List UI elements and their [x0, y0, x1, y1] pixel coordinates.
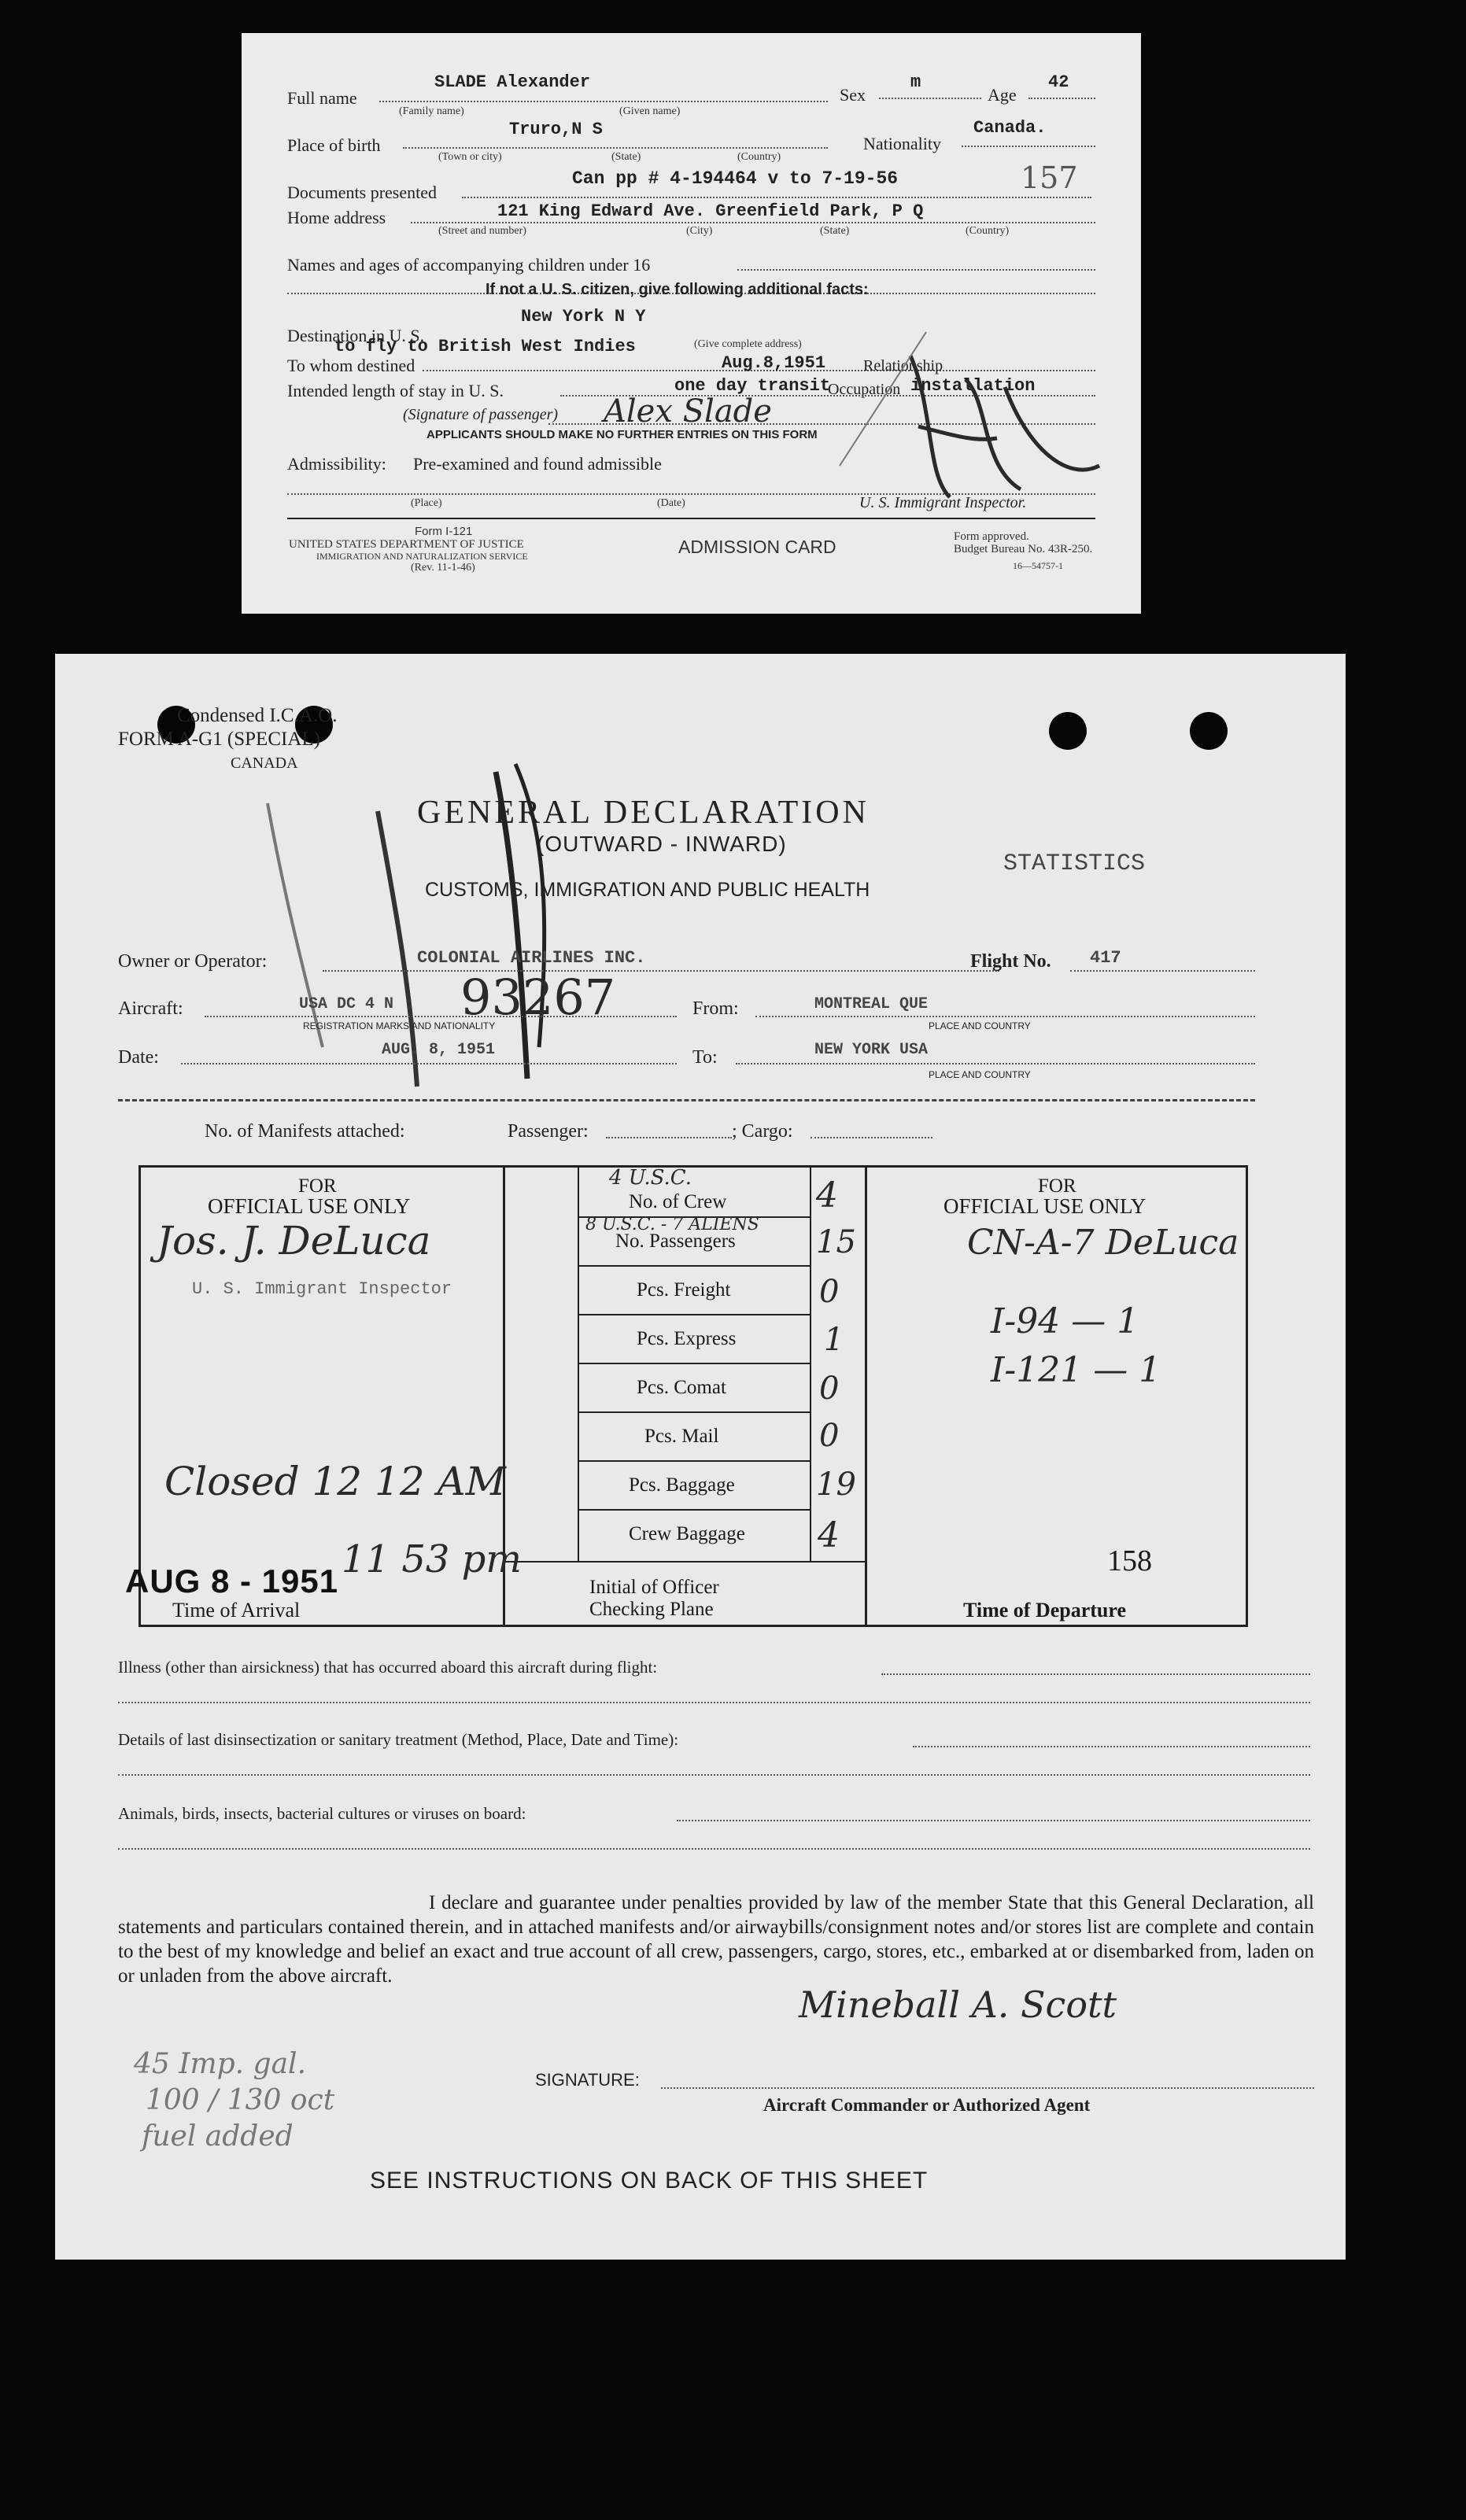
instructions: SEE INSTRUCTIONS ON BACK OF THIS SHEET	[370, 2168, 929, 2193]
family-name-caption: (Family name)	[399, 105, 464, 117]
documents-label: Documents presented	[287, 183, 437, 202]
date-value: AUG. 8, 1951	[382, 1041, 496, 1059]
disinsect-label: Details of last disinsectization or sanitary treatment (Method, Place, Date and Time):	[118, 1730, 679, 1749]
row-label-freight: Pcs. Freight	[637, 1279, 731, 1301]
place-country-caption-2: PLACE AND COUNTRY	[929, 1069, 1031, 1080]
punch-hole	[1049, 712, 1087, 750]
value-passengers: 15	[816, 1224, 856, 1260]
nationality-label: Nationality	[863, 134, 941, 153]
condensed-label: Condensed I.C.A.O.	[177, 705, 338, 726]
whom-destined-label: To whom destined	[287, 356, 415, 375]
town-caption: (Town or city)	[438, 151, 502, 163]
inspector-caption-left: U. S. Immigrant Inspector	[192, 1279, 452, 1299]
fuel-note-3: fuel added	[142, 2120, 294, 2153]
documents-value: Can pp # 4-194464 v to 7-19-56	[572, 168, 899, 189]
commander-caption: Aircraft Commander or Authorized Agent	[763, 2095, 1091, 2115]
cargo-table	[125, 1165, 1248, 1627]
table-row	[578, 1460, 810, 1511]
complete-address-caption: (Give complete address)	[694, 338, 802, 350]
street-caption: (Street and number)	[438, 225, 526, 237]
stay-label: Intended length of stay in U. S.	[287, 381, 504, 400]
official-for-right: FOR	[1038, 1175, 1076, 1197]
value-baggage: 19	[816, 1467, 856, 1503]
row-label-passengers: No. Passengers	[615, 1230, 736, 1252]
time-departure-label: Time of Departure	[963, 1599, 1126, 1622]
form-subheading: CUSTOMS, IMMIGRATION AND PUBLIC HEALTH	[425, 879, 870, 901]
form-country: CANADA	[231, 755, 298, 772]
official-note-1: CN-A-7 DeLuca	[967, 1223, 1239, 1263]
home-address-value: 121 King Edward Ave. Greenfield Park, P Q	[497, 201, 924, 221]
manifests-label: No. of Manifests attached:	[205, 1121, 405, 1142]
registration-caption: REGISTRATION MARKS AND NATIONALITY	[303, 1020, 496, 1031]
signature-label: SIGNATURE:	[535, 2070, 640, 2090]
value-freight: 0	[819, 1274, 840, 1310]
admissibility-value: Pre-examined and found admissible	[413, 454, 662, 474]
age-value: 42	[1048, 72, 1069, 92]
card-title: ADMISSION CARD	[678, 537, 836, 557]
full-name-label: Full name	[287, 88, 357, 108]
row-label-crew: No. of Crew	[629, 1191, 727, 1212]
value-mail: 0	[819, 1418, 840, 1454]
inspector-caption: U. S. Immigrant Inspector.	[859, 494, 1027, 511]
fuel-note-2: 100 / 130 oct	[146, 2084, 335, 2116]
sex-label: Sex	[840, 85, 866, 105]
value-comat: 0	[819, 1371, 840, 1407]
row-label-crew-baggage: Crew Baggage	[629, 1523, 745, 1544]
aircraft-value: USA DC 4 N	[299, 995, 394, 1013]
birth-label: Place of birth	[287, 135, 381, 155]
flight-label: Flight No.	[970, 951, 1051, 972]
to-value: NEW YORK USA	[814, 1041, 929, 1059]
home-address-label: Home address	[287, 208, 386, 227]
relationship-label: Relationship	[863, 357, 943, 374]
value-crew-baggage: 4	[818, 1515, 840, 1555]
admission-stamp-scribble	[792, 285, 1123, 521]
occupation-value: installation	[910, 376, 1036, 396]
general-declaration-form	[55, 654, 1346, 2260]
country-caption-2: (Country)	[966, 225, 1010, 237]
form-code: FORM A-G1 (SPECIAL)	[118, 729, 320, 750]
card-form-number: Form I-121	[415, 525, 473, 538]
place-country-caption: PLACE AND COUNTRY	[929, 1020, 1031, 1031]
city-caption: (City)	[686, 225, 713, 237]
date-label: Date:	[118, 1047, 159, 1068]
stay-value: one day transit	[674, 376, 831, 396]
card-number: 157	[1021, 160, 1078, 195]
initial-officer-label: Initial of Officer	[589, 1577, 719, 1598]
statistics-stamp: STATISTICS	[1003, 850, 1146, 877]
arrival-stamp: AUG 8 - 1951	[125, 1563, 339, 1599]
official-use-left: OFFICIAL USE ONLY	[208, 1194, 411, 1218]
crew-note: 4 U.S.C.	[609, 1166, 692, 1190]
sheet-number: 158	[1107, 1544, 1152, 1577]
destination-label: Destination in U. S.	[287, 326, 425, 345]
declaration-text: I declare and guarantee under penalties provided by law of the member State that this General Declaration, all statements and particulars contained therein, and in attached manifests and/or airwaybills/consignment notes and/or stores list are complete and contain to the best of my knowledge and belief an exact and true account of all crew, passengers, cargo, stores, etc., embarked at or disembarked from, laden on or unladen from the above aircraft.	[118, 1892, 1314, 1987]
from-label: From:	[692, 998, 739, 1019]
destination-value: New York N Y	[521, 307, 646, 327]
sex-value: m	[910, 72, 921, 92]
aircraft-label: Aircraft:	[118, 998, 183, 1019]
value-crew: 4	[816, 1175, 838, 1216]
signature-label: (Signature of passenger)	[403, 406, 559, 423]
no-further-entries: APPLICANTS SHOULD MAKE NO FURTHER ENTRIES ON THIS FORM	[427, 428, 818, 441]
cargo-label: ; Cargo:	[732, 1121, 793, 1142]
punch-hole	[1190, 712, 1228, 750]
admission-card	[242, 33, 1141, 614]
form-subtitle: (OUTWARD - INWARD)	[537, 832, 787, 856]
illness-label: Illness (other than airsickness) that has occurred aboard this aircraft during flight:	[118, 1658, 658, 1677]
from-value: MONTREAL QUE	[814, 995, 929, 1013]
official-note-2: I-94 — 1	[991, 1301, 1139, 1341]
card-revision: (Rev. 11-1-46)	[411, 562, 475, 574]
state-caption-2: (State)	[820, 225, 850, 237]
given-name-caption: (Given name)	[619, 105, 681, 117]
passenger-signature: Alex Slade	[604, 393, 772, 430]
nationality-value: Canada.	[973, 118, 1047, 138]
card-service: IMMIGRATION AND NATURALIZATION SERVICE	[316, 551, 528, 562]
passenger-label: Passenger:	[508, 1121, 589, 1142]
aircraft-registration: 93267	[460, 969, 616, 1026]
non-citizen-header: If not a U. S. citizen, give following additional facts:	[486, 281, 869, 298]
form-approved: Form approved.	[954, 530, 1029, 543]
value-express: 1	[824, 1322, 844, 1358]
country-caption: (Country)	[737, 151, 781, 163]
time-arrival-label: Time of Arrival	[172, 1599, 301, 1622]
budget-bureau: Budget Bureau No. 43R-250.	[954, 543, 1093, 555]
form-title: GENERAL DECLARATION	[417, 795, 870, 831]
official-use-right: OFFICIAL USE ONLY	[943, 1194, 1147, 1218]
cargo-rows	[578, 1168, 810, 1563]
arrival-time: 11 53 pm	[342, 1537, 522, 1581]
row-label-express: Pcs. Express	[637, 1328, 737, 1349]
checking-plane-label: Checking Plane	[589, 1599, 714, 1620]
print-code: 16—54757-1	[1013, 560, 1063, 571]
state-caption: (State)	[611, 151, 641, 163]
row-label-comat: Pcs. Comat	[637, 1377, 726, 1398]
pax-note: 8 U.S.C. - 7 ALIENS	[585, 1215, 759, 1234]
row-label-mail: Pcs. Mail	[644, 1426, 719, 1447]
official-for-left: FOR	[298, 1175, 337, 1197]
card-department: UNITED STATES DEPARTMENT OF JUSTICE	[289, 538, 524, 551]
owner-label: Owner or Operator:	[118, 951, 268, 972]
fuel-note-1: 45 Imp. gal.	[134, 2048, 307, 2080]
commander-signature: Mineball A. Scott	[799, 1983, 1117, 2026]
closed-note: Closed 12 12 AM	[164, 1459, 506, 1504]
table-row	[578, 1265, 810, 1315]
animals-label: Animals, birds, insects, bacterial cultures or viruses on board:	[118, 1804, 526, 1823]
table-row	[578, 1411, 810, 1462]
scribble-mark	[205, 717, 645, 1142]
official-note-3: I-121 — 1	[991, 1350, 1161, 1390]
owner-value: COLONIAL AIRLINES INC.	[417, 948, 646, 968]
whom-destined-value: to fly to British West Indies	[334, 337, 636, 356]
inspector-signature: Jos. J. DeLuca	[157, 1218, 431, 1264]
flight-value: 417	[1090, 948, 1121, 968]
place-caption: (Place)	[411, 497, 442, 509]
children-label: Names and ages of accompanying children under 16	[287, 255, 651, 275]
to-label: To:	[692, 1047, 718, 1068]
age-label: Age	[988, 85, 1017, 105]
admissibility-label: Admissibility:	[287, 454, 386, 474]
table-row	[578, 1314, 810, 1364]
birth-value: Truro,N S	[509, 120, 603, 139]
table-row	[578, 1509, 810, 1561]
occupation-label: Occupation	[828, 381, 901, 398]
card-date-value: Aug.8,1951	[722, 353, 826, 373]
row-label-baggage: Pcs. Baggage	[629, 1474, 735, 1496]
date-caption: (Date)	[657, 497, 685, 509]
table-row	[578, 1363, 810, 1413]
full-name-value: SLADE Alexander	[434, 72, 591, 92]
